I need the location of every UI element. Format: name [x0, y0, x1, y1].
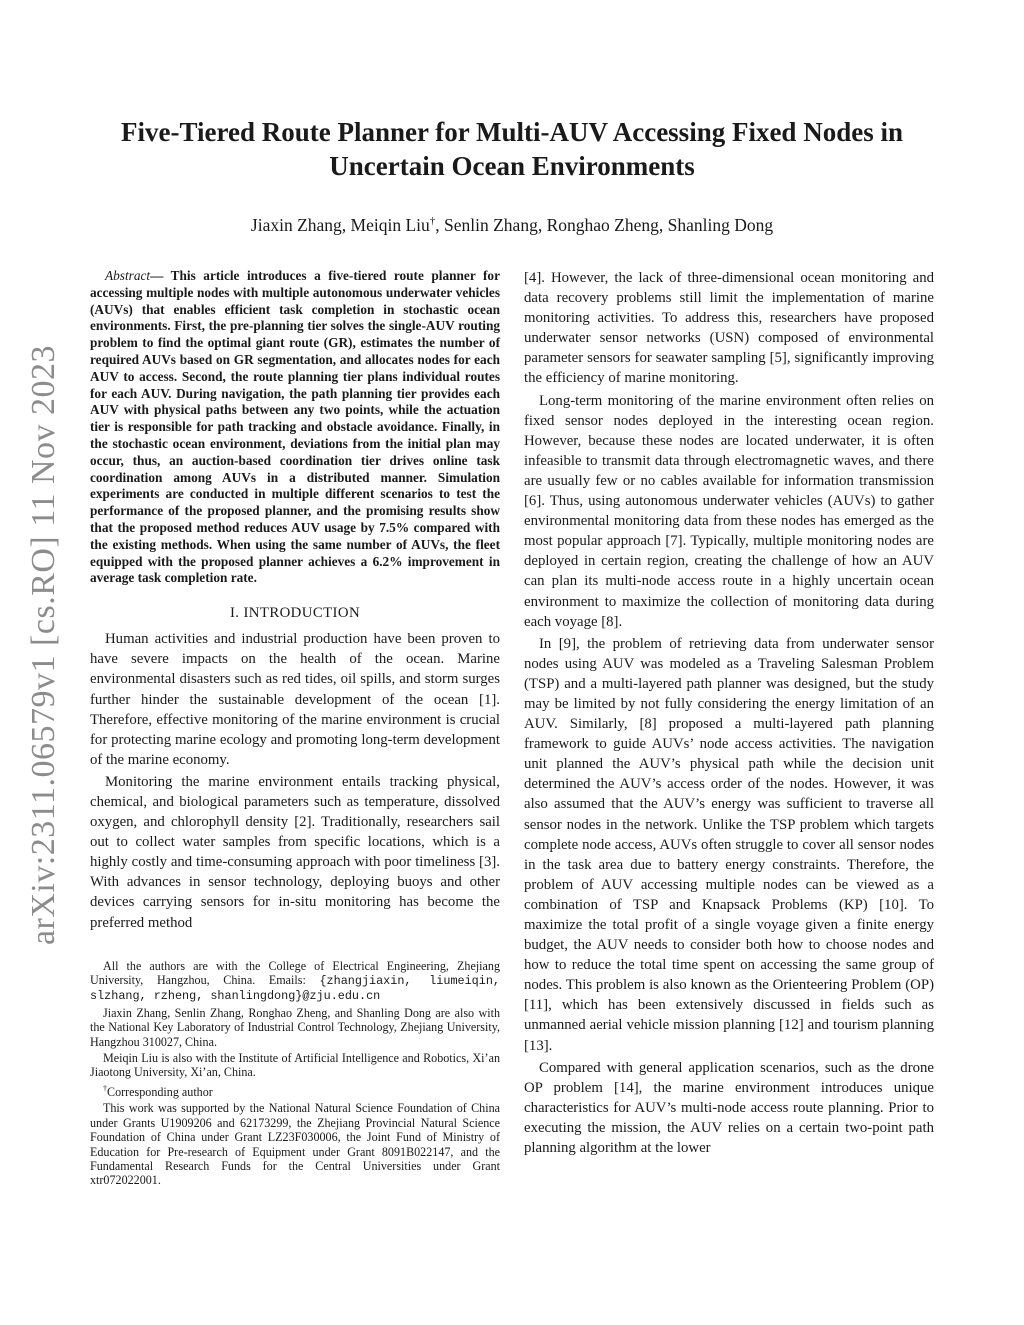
- footnotes: [90, 959, 500, 1188]
- section-heading-introduction: I. INTRODUCTION: [229, 605, 361, 622]
- footnote-affiliation-text: All the authors are with the College of Electrical Engineering, Zhejiang University, Hangzhou, China. Emails:: [90, 958, 500, 988]
- author-list: [90, 208, 934, 238]
- footnote-corresponding-mark: †: [103, 1083, 107, 1093]
- footnote-affiliation: [90, 959, 500, 1004]
- abstract-label: Abstract: [105, 268, 151, 283]
- footnote-xjtu: Meiqin Liu is also with the Institute of Artificial Intelligence and Robotics, Xi’an Jiaotong University, Xi’an, China.: [90, 1051, 500, 1080]
- intro-paragraph: Compared with general application scenarios, such as the drone OP problem [14], the marine environment introduces unique characteristics for AUV’s multi-node access route planning. Prior to executing the mission, the AUV relies on a certain two-point path planning algorithm at the lower: [524, 1059, 934, 1157]
- arxiv-identifier-stamp: [25, 344, 62, 946]
- footnote-corresponding-text: Corresponding author: [107, 1084, 213, 1099]
- abstract-dash: —: [150, 268, 171, 283]
- abstract-text: This article introduces a five-tiered route planner for accessing multiple nodes with multiple autonomous underwater vehicles (AUVs) that enables efficient task completion in stochastic ocean environments. First, the pre-planning tier solves the single-AUV routing problem to find the optimal giant route (GR), estimates the number of required AUVs based on GR segmentation, and allocates nodes for each AUV to access. Second, the route planning tier plans individual routes for each AUV. During navigation, the path planning tier provides each AUV with physical paths between any two points, while the actuation tier is responsible for path tracking and obstacle avoidance. Finally, in the stochastic ocean environment, deviations from the initial plan may occur, thus, an auction-based coordination tier drives online task coordination among AUVs in a distributed manner. Simulation experiments are conducted in multiple different scenarios to test the performance of the proposed planner, and the promising results show that the proposed method reduces AUV usage by 7.5% compared with the existing methods. When using the same number of AUVs, the fleet equipped with the proposed planner achieves a 6.2% improvement in average task completion rate.: [90, 268, 500, 586]
- intro-paragraph: [4]. However, the lack of three-dimensional ocean monitoring and data recovery problems still limit the implementation of marine monitoring activities. To address this, researchers have proposed underwater sensor networks (USN) composed of environmental parameter sensors for seawater sampling [5], significantly improving the efficiency of marine monitoring.: [524, 270, 934, 387]
- paper-title: Five-Tiered Route Planner for Multi-AUV Accessing Fixed Nodes in Uncertain Ocean Environments: [121, 117, 903, 181]
- arxiv-identifier-text: arXiv:2311.06579v1 [cs.RO] 11 Nov 2023: [25, 344, 62, 946]
- footnote-emails: {zhangjiaxin, liumeiqin, slzhang, rzheng, shanlingdong}@zju.edu.cn: [90, 974, 500, 1004]
- intro-paragraph: Monitoring the marine environment entails tracking physical, chemical, and biological parameters such as temperature, dissolved oxygen, and chlorophyll density [2]. Traditionally, researchers sail out to collect water samples from specific locations, which is a highly costly and time-consuming approach with poor timeliness [3]. With advances in sensor technology, deploying buoys and other devices carrying sensors for in-situ monitoring has become the preferred method: [90, 773, 500, 931]
- right-column: [524, 268, 934, 1158]
- corresponding-author-mark: †: [429, 215, 436, 227]
- authors-after-mark: , Senlin Zhang, Ronghao Zheng, Shanling Dong: [435, 214, 774, 235]
- footnote-lab: Jiaxin Zhang, Senlin Zhang, Ronghao Zheng, and Shanling Dong are also with the National Key Laboratory of Industrial Control Technology, Zhejiang University, Hangzhou 310027, China.: [90, 1005, 500, 1049]
- left-column: [90, 268, 500, 1190]
- intro-paragraph: Long-term monitoring of the marine environment often relies on fixed sensor nodes deployed in the interesting ocean region. However, because these nodes are located underwater, it is often infeasible to transmit data through electromagnetic waves, and there are usually few or no cables available for information transmission [6]. Thus, using autonomous underwater vehicles (AUVs) to gather environmental monitoring data from these nodes has emerged as the most popular approach [7]. Typically, multiple monitoring nodes are deployed in certain region, creating the challenge of how an AUV can plan its multi-node access route in a highly uncertain ocean environment to maximize the collection of monitoring data during each voyage [8].: [524, 392, 934, 630]
- authors-before-mark: Jiaxin Zhang, Meiqin Liu: [250, 214, 430, 235]
- footnote-corresponding: [90, 1082, 500, 1099]
- intro-paragraph: In [9], the problem of retrieving data from underwater sensor nodes using AUV was modeled as a Traveling Salesman Problem (TSP) and a multi-layered path planner was designed, but the study may be limited by not fully considering the energy limitation of an AUV. Similarly, [8] proposed a multi-layered path planning framework to guide AUVs’ node access activities. The navigation unit planned the AUV’s physical path while the decision unit determined the AUV’s access order of the nodes. However, it was also assumed that the AUV’s energy was sufficient to traverse all sensor nodes in the network. Unlike the TSP problem which targets complete node access, AUVs often struggle to cover all sensor nodes in the task area due to battery energy constraints. Therefore, the problem of AUV accessing multiple nodes can be viewed as a combination of TSP and Knapsack Problems (KP) [10]. To maximize the total profit of a single voyage given a finite energy budget, the AUV needs to consider both how to choose nodes and how to reduce the total time spent on accessing the same group of nodes. This problem is also known as the Orienteering Problem (OP) [11], which has been extensively discussed in fields such as unmanned aerial vehicle mission planning [12] and tourism planning [13].: [524, 635, 934, 1054]
- footnote-funding: This work was supported by the National Natural Science Foundation of China under Grants U1909206 and 62173299, the Zhejiang Provincial Natural Science Foundation of China under Grant LZ23F030006, the Joint Fund of Ministry of Education for Pre-research of Equipment under Grant 8091B022147, and the Fundamental Research Funds for the Central Universities under Grant xtr072022001.: [90, 1101, 500, 1188]
- intro-paragraph: Human activities and industrial production have been proven to have severe impacts on the health of the ocean. Marine environmental disasters such as red tides, oil spills, and storm surges further hinder the sustainable development of the ocean [1]. Therefore, effective monitoring of the marine environment is crucial for protecting marine ecology and promoting long-term development of the marine economy.: [90, 631, 500, 768]
- abstract: [90, 268, 500, 587]
